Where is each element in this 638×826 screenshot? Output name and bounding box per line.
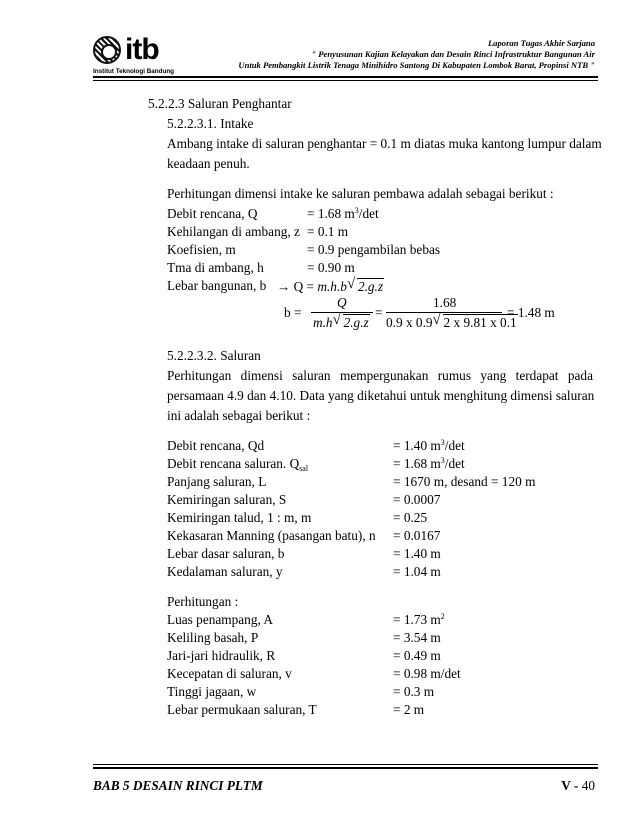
- known-value: = 1.04 m: [393, 564, 441, 579]
- itb-logo: [93, 33, 181, 80]
- known-label: Kemiringan talud, 1 : m, m: [167, 510, 312, 525]
- result-value: = 0.98 m/det: [393, 666, 461, 681]
- known-label: Kemiringan saluran, S: [167, 492, 287, 507]
- saluran-heading: 5.2.2.3.2. Saluran: [167, 348, 261, 363]
- intake-param-value: = 0.9 pengambilan bebas: [307, 242, 441, 257]
- known-value: = 0.25: [393, 510, 428, 525]
- footer-page-number: V - 40: [561, 778, 595, 793]
- intake-param-value: = 1.68 $m^3/\det$: [307, 206, 379, 221]
- known-value: = 1.68 $m^3/\det$: [393, 456, 465, 471]
- result-label: Tinggi jagaan, w: [167, 684, 257, 699]
- result-value: = 3.54 m: [393, 630, 441, 645]
- known-label: Panjang saluran, L: [167, 474, 267, 489]
- calc-heading: Perhitungan :: [167, 594, 239, 609]
- saluran-paragraph-line-2: persamaan 4.9 dan 4.10. Data yang diketahui untuk menghitung dimensi saluran: [167, 388, 595, 403]
- known-value: = 1.40 $m^3/\det$: [393, 438, 465, 453]
- intake-param-label: Koefisien, m: [167, 242, 236, 257]
- known-label: Lebar dasar saluran, b: [167, 546, 285, 561]
- intake-param-value: = 0.1 m: [307, 224, 349, 239]
- b-denominator-numeric: 0.9 x 0.9 √ 2 x 9.81 x 0.1: [386, 312, 517, 330]
- footer-chapter: BAB 5 DESAIN RINCI PLTM: [93, 778, 263, 793]
- width-label: Lebar bangunan, b: [167, 278, 267, 293]
- fraction-line-symbolic: [311, 312, 373, 313]
- intake-param-label: Tma di ambang, h: [167, 260, 264, 275]
- result-label: Luas penampang, A: [167, 612, 273, 627]
- width-formula: → Q = m.h.b √ 2.g.z: [277, 276, 384, 294]
- header-line-2: " Penyusunan Kajian Kelayakan dan Desain Rinci Infrastruktur Bangunan Air: [311, 49, 595, 59]
- result-value: = 1.73 $m^2$: [393, 612, 445, 627]
- logo-mark: itb: [125, 33, 159, 66]
- section-heading: 5.2.2.3 Saluran Penghantar: [148, 96, 292, 111]
- b-numerator-symbolic: Q: [337, 295, 347, 310]
- intake-param-value: = 0.90 m: [307, 260, 355, 275]
- result-label: Lebar permukaan saluran, T: [167, 702, 317, 717]
- b-numerator-numeric: 1.68: [433, 295, 457, 310]
- b-equals: =: [375, 305, 383, 320]
- footer-rule-thick: [93, 767, 598, 769]
- b-result: = 1.48 m: [507, 305, 555, 320]
- known-label: Kedalaman saluran, y: [167, 564, 283, 579]
- result-value: = 2 m: [393, 702, 425, 717]
- intake-paragraph-line-2: keadaan penuh.: [167, 156, 250, 171]
- intake-param-label: Debit rencana, Q: [167, 206, 258, 221]
- intake-calc-intro: Perhitungan dimensi intake ke saluran pembawa adalah sebagai berikut :: [167, 186, 554, 201]
- fraction-line-numeric: [386, 312, 502, 313]
- result-label: Kecepatan di saluran, v: [167, 666, 292, 681]
- b-equation-label: b =: [284, 305, 302, 320]
- header-rule-thick: [93, 76, 598, 78]
- footer-rule-thin: [93, 764, 598, 765]
- b-denominator-symbolic: m.h √ 2.g.z: [313, 312, 369, 330]
- saluran-paragraph-line-1: Perhitungan dimensi saluran mempergunakan rumus yang terdapat pada: [167, 368, 593, 383]
- ganesha-seal-icon: [93, 36, 121, 64]
- header-line-1: Laporan Tugas Akhir Sarjana: [487, 38, 595, 48]
- result-value: = 0.49 m: [393, 648, 441, 663]
- result-label: Keliling basah, P: [167, 630, 259, 645]
- header-rule-thin: [93, 80, 598, 81]
- intake-heading: 5.2.2.3.1. Intake: [167, 116, 254, 131]
- result-value: = 0.3 m: [393, 684, 435, 699]
- intake-paragraph-line-1: Ambang intake di saluran penghantar = 0.1 m diatas muka kantong lumpur dalam: [167, 136, 602, 151]
- known-value: = 1.40 m: [393, 546, 441, 561]
- known-value: = 0.0007: [393, 492, 441, 507]
- known-label: Debit rencana, Qd: [167, 438, 265, 453]
- logo-caption: Institut Teknologi Bandung: [93, 68, 175, 75]
- known-value: = 0.0167: [393, 528, 441, 543]
- header-line-3: Untuk Pembangkit Listrik Tenaga Minihidro Santong Di Kabupaten Lombok Barat, Propinsi NTB ": [238, 60, 595, 70]
- intake-param-label: Kehilangan di ambang, z: [167, 224, 300, 239]
- known-label: Kekasaran Manning (pasangan batu), n: [167, 528, 376, 543]
- saluran-paragraph-line-3: ini adalah sebagai berikut :: [167, 408, 311, 423]
- known-value: = 1670 m, desand = 120 m: [393, 474, 536, 489]
- known-label: Debit rencana saluran. $Q_{sal}$: [167, 456, 309, 473]
- result-label: Jari-jari hidraulik, R: [167, 648, 276, 663]
